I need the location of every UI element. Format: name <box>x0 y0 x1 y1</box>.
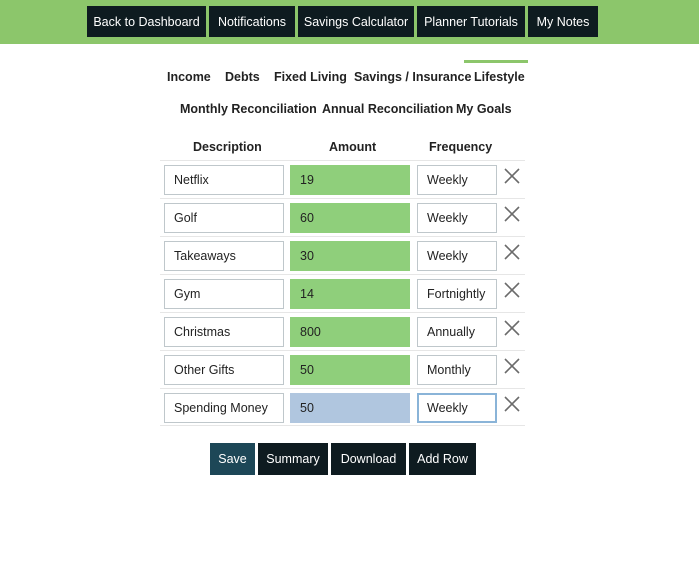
table-row <box>160 198 525 236</box>
top-bar <box>0 0 699 44</box>
close-icon[interactable] <box>503 205 521 223</box>
notifications-button[interactable]: Notifications <box>209 6 295 37</box>
frequency-select[interactable]: Fortnightly <box>417 279 497 309</box>
amount-input[interactable]: 50 <box>290 393 410 423</box>
description-input[interactable]: Spending Money <box>164 393 284 423</box>
table-row <box>160 160 525 198</box>
description-input[interactable]: Gym <box>164 279 284 309</box>
tab-debts[interactable]: Debts <box>225 70 260 84</box>
save-button[interactable]: Save <box>210 443 255 475</box>
table-row <box>160 236 525 274</box>
close-icon[interactable] <box>503 281 521 299</box>
amount-input[interactable]: 30 <box>290 241 410 271</box>
table-row <box>160 274 525 312</box>
savings-calculator-button[interactable]: Savings Calculator <box>298 6 414 37</box>
close-icon[interactable] <box>503 319 521 337</box>
frequency-select[interactable]: Weekly <box>417 203 497 233</box>
close-icon[interactable] <box>503 243 521 261</box>
tab-monthly-reconciliation[interactable]: Monthly Reconciliation <box>180 102 317 116</box>
description-input[interactable]: Netflix <box>164 165 284 195</box>
frequency-select[interactable]: Annually <box>417 317 497 347</box>
download-button[interactable]: Download <box>331 443 406 475</box>
add-row-button[interactable]: Add Row <box>409 443 476 475</box>
close-icon[interactable] <box>503 167 521 185</box>
tab-row-1 <box>160 60 530 94</box>
table-row <box>160 312 525 350</box>
header-amount: Amount <box>329 140 377 154</box>
table-row <box>160 388 525 426</box>
planner-tutorials-button[interactable]: Planner Tutorials <box>417 6 525 37</box>
tab-annual-reconciliation[interactable]: Annual Reconciliation <box>322 102 454 116</box>
my-notes-button[interactable]: My Notes <box>528 6 598 37</box>
amount-input[interactable]: 19 <box>290 165 410 195</box>
amount-input[interactable]: 800 <box>290 317 410 347</box>
top-nav <box>87 6 598 37</box>
amount-input[interactable]: 60 <box>290 203 410 233</box>
action-bar <box>210 443 476 475</box>
back-to-dashboard-button[interactable]: Back to Dashboard <box>87 6 206 37</box>
tab-my-goals[interactable]: My Goals <box>456 102 512 116</box>
close-icon[interactable] <box>503 395 521 413</box>
description-input[interactable]: Other Gifts <box>164 355 284 385</box>
tab-lifestyle[interactable]: Lifestyle <box>464 60 528 84</box>
frequency-select[interactable]: Weekly <box>417 165 497 195</box>
table-row <box>160 350 525 388</box>
frequency-select[interactable]: Monthly <box>417 355 497 385</box>
frequency-select[interactable]: Weekly <box>417 393 497 423</box>
lifestyle-table <box>160 160 525 426</box>
tab-income[interactable]: Income <box>167 70 211 84</box>
header-frequency: Frequency <box>429 140 493 154</box>
summary-button[interactable]: Summary <box>258 443 328 475</box>
close-icon[interactable] <box>503 357 521 375</box>
description-input[interactable]: Takeaways <box>164 241 284 271</box>
tab-savings-insurance[interactable]: Savings / Insurance <box>354 70 472 84</box>
table-header <box>160 138 525 158</box>
tab-fixed-living[interactable]: Fixed Living <box>274 70 347 84</box>
amount-input[interactable]: 50 <box>290 355 410 385</box>
description-input[interactable]: Golf <box>164 203 284 233</box>
amount-input[interactable]: 14 <box>290 279 410 309</box>
frequency-select[interactable]: Weekly <box>417 241 497 271</box>
description-input[interactable]: Christmas <box>164 317 284 347</box>
tab-row-2 <box>170 98 530 128</box>
header-description: Description <box>193 140 262 154</box>
